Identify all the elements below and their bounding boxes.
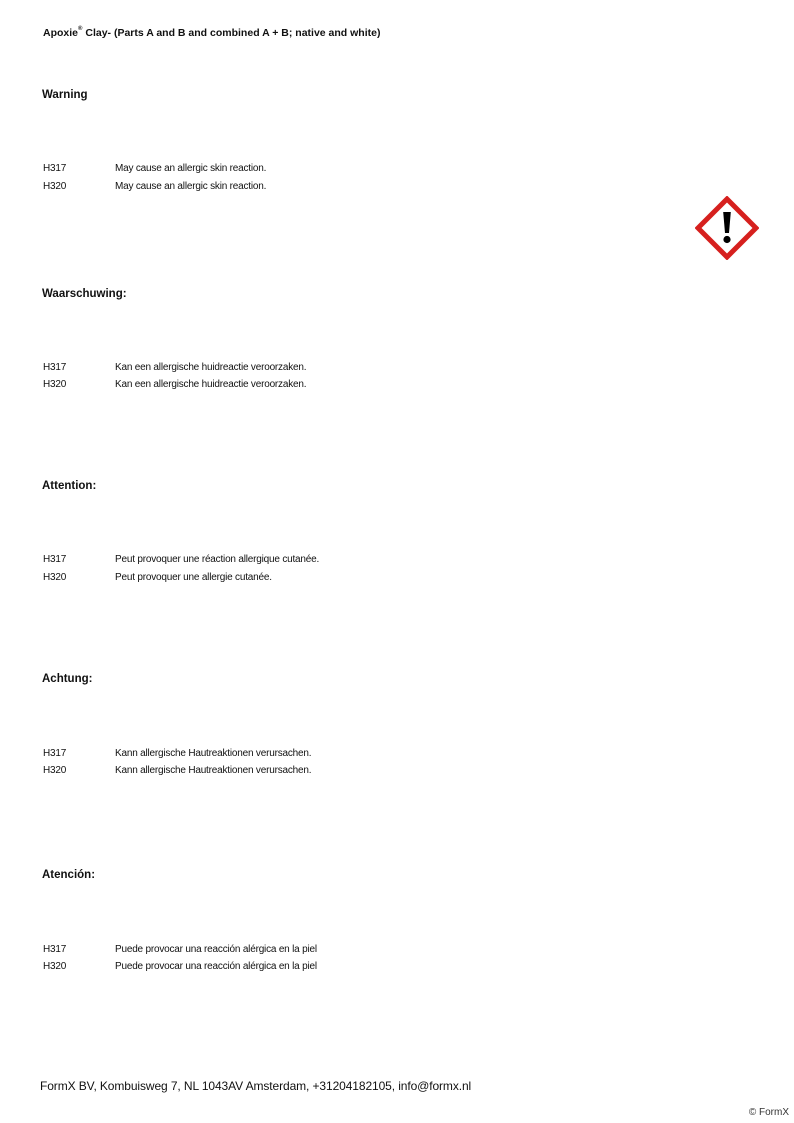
hazard-code: H320 (43, 765, 67, 776)
hazard-text: Puede provocar una reacción alérgica en la piel (115, 961, 317, 972)
exclamation-mark-hazard-icon (695, 196, 759, 260)
hazard-statement-row (43, 944, 317, 955)
hazard-code: H317 (43, 362, 67, 373)
hazard-code: H320 (43, 181, 67, 192)
hazard-text: May cause an allergic skin reaction. (115, 181, 267, 192)
hazard-code: H317 (43, 554, 67, 565)
hazard-statement-row (43, 379, 306, 390)
hazard-code: H320 (43, 961, 67, 972)
title-description: Clay- (Parts A and B and combined A + B; native and white) (82, 27, 381, 39)
hazard-text: May cause an allergic skin reaction. (115, 163, 267, 174)
hazard-text: Peut provoquer une réaction allergique cutanée. (115, 554, 320, 565)
hazard-statement-row (43, 362, 306, 373)
signal-word-en: Warning (42, 89, 88, 101)
signal-word-es: Atención: (42, 869, 96, 881)
hazard-text: Kan een allergische huidreactie veroorzaken. (115, 379, 307, 390)
company-address-footer: FormX BV, Kombuisweg 7, NL 1043AV Amsterdam, +31204182105, info@formx.nl (40, 1079, 472, 1093)
hazard-text: Puede provocar una reacción alérgica en la piel (115, 944, 317, 955)
signal-word-de: Achtung: (42, 673, 93, 685)
hazard-code: H320 (43, 379, 67, 390)
hazard-code: H320 (43, 572, 67, 583)
copyright-notice: © FormX (748, 1107, 789, 1118)
hazard-text: Kann allergische Hautreaktionen verursachen. (115, 765, 312, 776)
hazard-statement-row (43, 163, 266, 174)
hazard-text: Kan een allergische huidreactie veroorzaken. (115, 362, 307, 373)
document-title (43, 27, 380, 39)
hazard-text: Peut provoquer une allergie cutanée. (115, 572, 272, 583)
registered-trademark-mark: ® (78, 26, 83, 32)
signal-word-nl: Waarschuwing: (42, 288, 127, 300)
hazard-text: Kann allergische Hautreaktionen verursachen. (115, 748, 312, 759)
signal-word-fr: Attention: (42, 480, 97, 492)
title-product-name: Apoxie (43, 27, 79, 39)
hazard-statement-row (43, 748, 311, 759)
hazard-statement-row (43, 572, 272, 583)
hazard-statement-row (43, 765, 311, 776)
hazard-statement-row (43, 961, 317, 972)
hazard-statement-row (43, 554, 319, 565)
hazard-statement-row (43, 181, 266, 192)
hazard-code: H317 (43, 748, 67, 759)
hazard-code: H317 (43, 163, 67, 174)
hazard-code: H317 (43, 944, 67, 955)
